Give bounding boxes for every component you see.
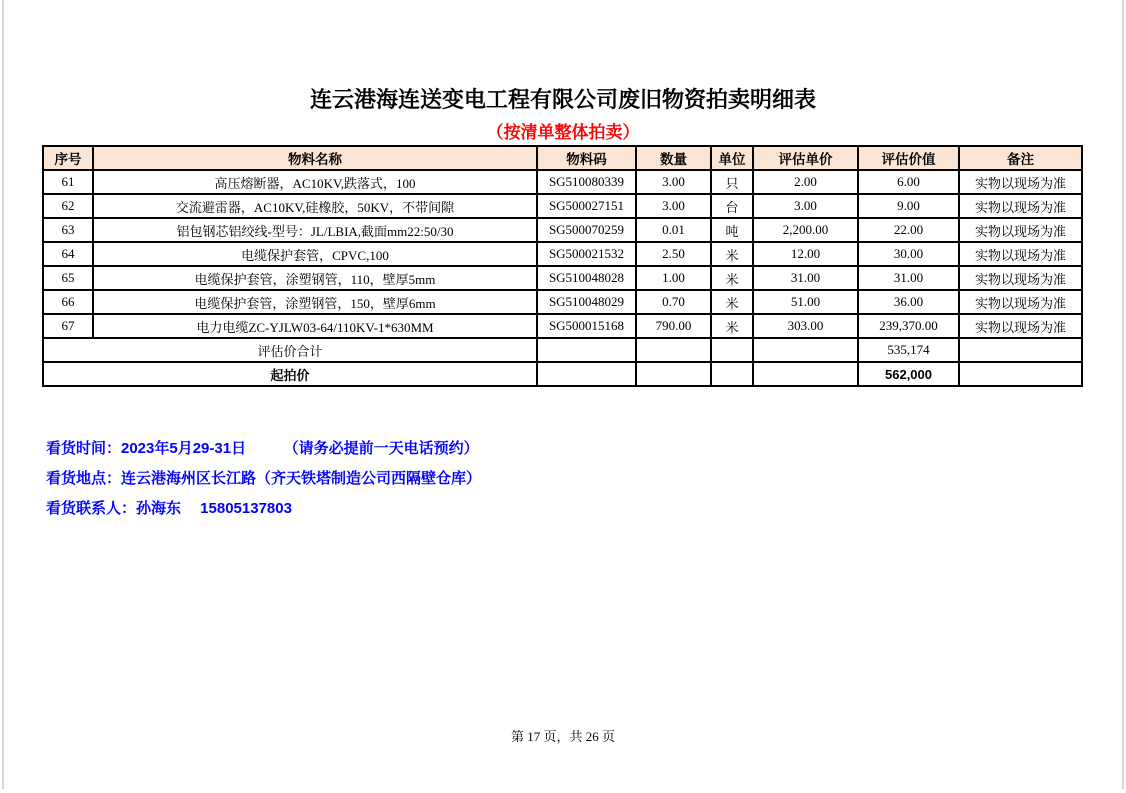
- total-label: 评估价合计: [43, 338, 537, 362]
- header-unit: 单位: [711, 146, 753, 170]
- cell-remark: 实物以现场为准: [959, 290, 1082, 314]
- table-body: [43, 170, 1082, 338]
- page-title: 连云港海连送变电工程有限公司废旧物资拍卖明细表: [309, 87, 816, 112]
- cell-material-name: 电力电缆ZC-YJLW03-64/110KV-1*630MM: [93, 314, 537, 338]
- total-material-code-empty: [537, 338, 636, 362]
- cell-unit: 只: [711, 170, 753, 194]
- cell-assessed-value: 31.00: [858, 266, 959, 290]
- cell-unit: 台: [711, 194, 753, 218]
- cell-remark: 实物以现场为准: [959, 314, 1082, 338]
- starting-price-row: [43, 362, 1082, 386]
- cell-material-name: 交流避雷器，AC10KV,硅橡胶，50KV，不带间隙: [93, 194, 537, 218]
- cell-unit: 吨: [711, 218, 753, 242]
- cell-material-code: SG510048028: [537, 266, 636, 290]
- total-remark-empty: [959, 338, 1082, 362]
- cell-assessed-value: 30.00: [858, 242, 959, 266]
- cell-serial: 62: [43, 194, 93, 218]
- header-material-code: 物料码: [537, 146, 636, 170]
- header-assessed-value: 评估价值: [858, 146, 959, 170]
- table-row: [43, 266, 1082, 290]
- cell-serial: 65: [43, 266, 93, 290]
- cell-unit: 米: [711, 290, 753, 314]
- cell-unit-price: 12.00: [753, 242, 858, 266]
- viewing-contact-line: 看货联系人：孙海东 15805137803: [46, 500, 292, 517]
- table-row: [43, 170, 1082, 194]
- header-material-name: 物料名称: [93, 146, 537, 170]
- cell-serial: 63: [43, 218, 93, 242]
- header-remark: 备注: [959, 146, 1082, 170]
- cell-material-name: 铝包钢芯铝绞线-型号：JL/LBIA,截面mm22:50/30: [93, 218, 537, 242]
- cell-remark: 实物以现场为准: [959, 266, 1082, 290]
- viewing-time-line: 看货时间：2023年5月29-31日 （请务必提前一天电话预约）: [46, 440, 479, 457]
- table-row: [43, 314, 1082, 338]
- total-assessed-value: 535,174: [858, 338, 959, 362]
- cell-unit: 米: [711, 314, 753, 338]
- cell-unit: 米: [711, 242, 753, 266]
- total-unit-price-empty: [753, 338, 858, 362]
- cell-quantity: 790.00: [636, 314, 711, 338]
- start-unit-price-empty: [753, 362, 858, 386]
- cell-unit-price: 3.00: [753, 194, 858, 218]
- header-quantity: 数量: [636, 146, 711, 170]
- cell-assessed-value: 22.00: [858, 218, 959, 242]
- cell-serial: 64: [43, 242, 93, 266]
- cell-remark: 实物以现场为准: [959, 218, 1082, 242]
- cell-material-name: 电缆保护套管，CPVC,100: [93, 242, 537, 266]
- cell-material-code: SG500015168: [537, 314, 636, 338]
- table-row: [43, 242, 1082, 266]
- cell-assessed-value: 36.00: [858, 290, 959, 314]
- cell-material-name: 电缆保护套管，涂塑钢管，110，壁厚5mm: [93, 266, 537, 290]
- cell-assessed-value: 239,370.00: [858, 314, 959, 338]
- viewing-notes: [46, 434, 481, 524]
- page-number: 第 17 页，共 26 页: [510, 729, 615, 744]
- cell-material-code: SG500027151: [537, 194, 636, 218]
- cell-quantity: 0.01: [636, 218, 711, 242]
- start-quantity-empty: [636, 362, 711, 386]
- cell-remark: 实物以现场为准: [959, 194, 1082, 218]
- table-row: [43, 194, 1082, 218]
- cell-unit-price: 2.00: [753, 170, 858, 194]
- cell-unit-price: 2,200.00: [753, 218, 858, 242]
- table-row: [43, 218, 1082, 242]
- cell-unit-price: 303.00: [753, 314, 858, 338]
- cell-quantity: 1.00: [636, 266, 711, 290]
- start-remark-empty: [959, 362, 1082, 386]
- table-row: [43, 290, 1082, 314]
- cell-material-code: SG510048029: [537, 290, 636, 314]
- cell-serial: 66: [43, 290, 93, 314]
- cell-quantity: 0.70: [636, 290, 711, 314]
- header-serial: 序号: [43, 146, 93, 170]
- table-header-row: [43, 146, 1082, 170]
- cell-material-name: 高压熔断器，AC10KV,跌落式，100: [93, 170, 537, 194]
- cell-material-code: SG500070259: [537, 218, 636, 242]
- starting-price-label: 起拍价: [43, 362, 537, 386]
- cell-remark: 实物以现场为准: [959, 170, 1082, 194]
- cell-serial: 61: [43, 170, 93, 194]
- cell-quantity: 2.50: [636, 242, 711, 266]
- cell-assessed-value: 6.00: [858, 170, 959, 194]
- cell-serial: 67: [43, 314, 93, 338]
- cell-remark: 实物以现场为准: [959, 242, 1082, 266]
- cell-quantity: 3.00: [636, 194, 711, 218]
- page-subtitle: （按清单整体拍卖）: [486, 123, 640, 142]
- starting-price-value: 562,000: [858, 362, 959, 386]
- start-material-code-empty: [537, 362, 636, 386]
- header-unit-price: 评估单价: [753, 146, 858, 170]
- total-unit-empty: [711, 338, 753, 362]
- cell-material-name: 电缆保护套管，涂塑钢管，150，壁厚6mm: [93, 290, 537, 314]
- total-quantity-empty: [636, 338, 711, 362]
- cell-unit-price: 51.00: [753, 290, 858, 314]
- cell-material-code: SG510080339: [537, 170, 636, 194]
- cell-material-code: SG500021532: [537, 242, 636, 266]
- cell-unit-price: 31.00: [753, 266, 858, 290]
- cell-quantity: 3.00: [636, 170, 711, 194]
- viewing-place-line: 看货地点：连云港海州区长江路（齐天铁塔制造公司西隔壁仓库）: [46, 470, 482, 487]
- start-unit-empty: [711, 362, 753, 386]
- total-row: [43, 338, 1082, 362]
- cell-assessed-value: 9.00: [858, 194, 959, 218]
- cell-unit: 米: [711, 266, 753, 290]
- auction-detail-table: [42, 145, 1083, 387]
